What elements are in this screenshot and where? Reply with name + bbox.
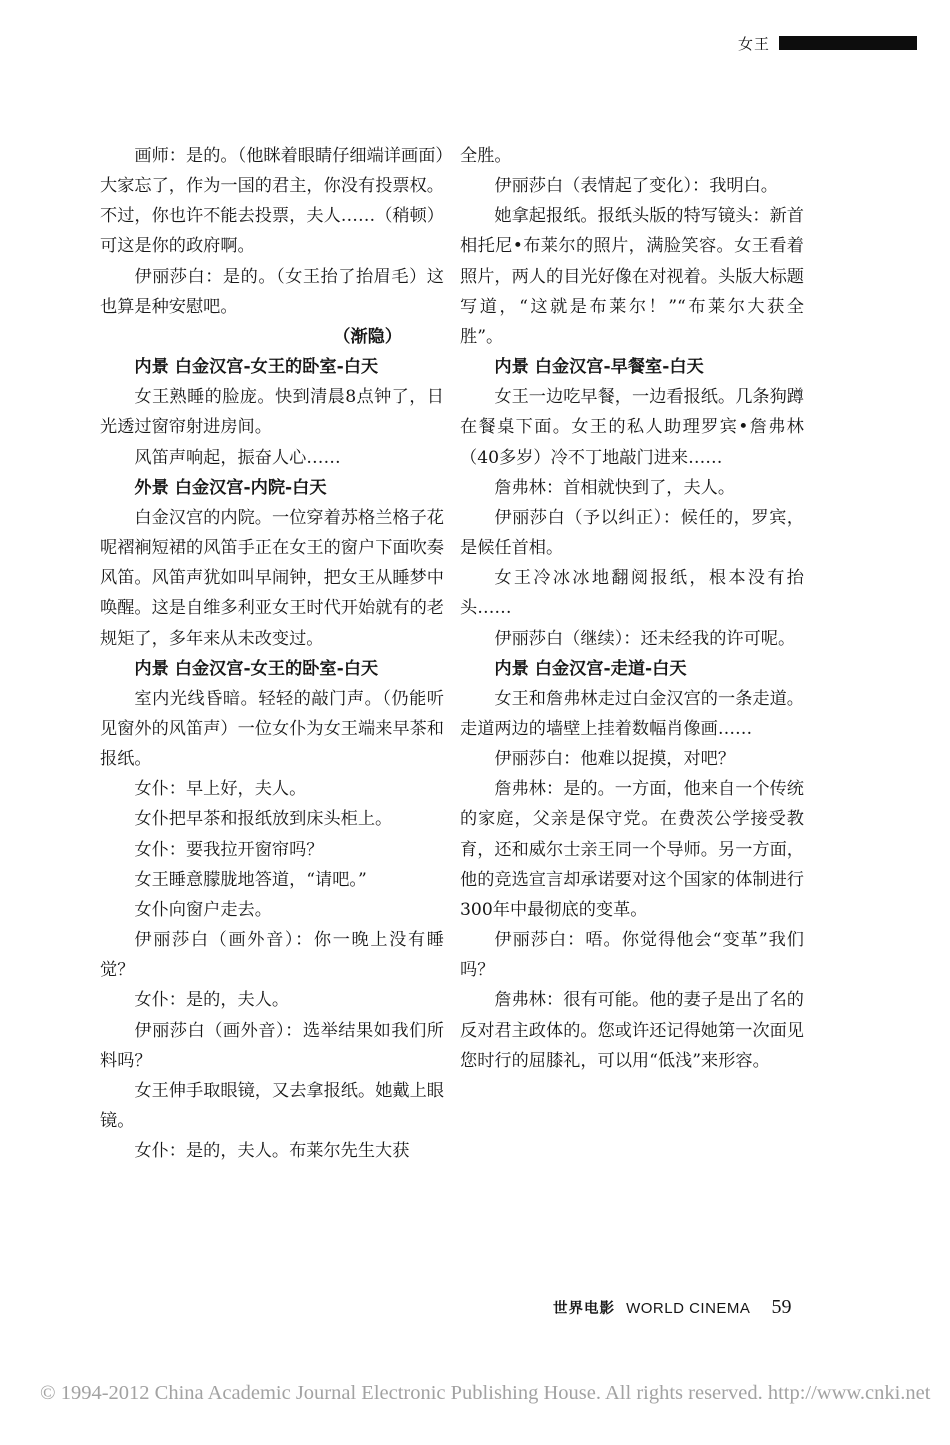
paragraph: 詹弗林：首相就快到了，夫人。 bbox=[494, 477, 736, 498]
paragraph: 女王睡意朦胧地答道，“请吧。” bbox=[134, 869, 367, 890]
scene-heading: 内景 白金汉宫-女王的卧室-白天 bbox=[134, 658, 379, 679]
paragraph: 伊丽莎白：是的。（女王抬了抬眉毛）这也算是种安慰吧。 bbox=[100, 266, 444, 317]
paragraph: 伊丽莎白：他难以捉摸，对吧？ bbox=[494, 749, 736, 770]
paragraph: 詹弗林：是的。一方面，他来自一个传统的家庭，父亲是保守党。在费茨公学接受教育，还和威尔士亲王同一个导师。另一方面，他的竞选宣言却承诺要对这个国家的体制进行300年中最彻底的变革。 bbox=[460, 779, 804, 920]
journal-title-cn: 世界电影 bbox=[553, 1301, 615, 1317]
paragraph: 女仆：是的，夫人。布莱尔先生大获 bbox=[134, 1141, 410, 1162]
paragraph: 詹弗林：很有可能。他的妻子是出了名的反对君主政体的。您或许还记得她第一次面见您时行的屈膝礼，可以用“低浅”来形容。 bbox=[460, 990, 804, 1071]
paragraph: 女仆：要我拉开窗帘吗？ bbox=[134, 839, 324, 860]
paragraph: 女王熟睡的脸庞。快到清晨8点钟了，日光透过窗帘射进房间。 bbox=[100, 387, 444, 438]
paragraph: 她拿起报纸。报纸头版的特写镜头：新首相托尼•布莱尔的照片，满脸笑容。女王看着照片，两人的目光好像在对视着。头版大标题写道，“这就是布莱尔！”“布莱尔大获全胜”。 bbox=[460, 206, 804, 347]
paragraph: 女仆把早茶和报纸放到床头柜上。 bbox=[134, 809, 393, 830]
paragraph: 伊丽莎白（表情起了变化）：我明白。 bbox=[494, 176, 778, 197]
scene-heading: 内景 白金汉宫-女王的卧室-白天 bbox=[134, 357, 379, 378]
paragraph: 伊丽莎白（予以纠正）：候任的，罗宾，是候任首相。 bbox=[460, 507, 804, 559]
paragraph: 伊丽莎白（画外音）：选举结果如我们所料吗？ bbox=[100, 1020, 444, 1071]
paragraph: 画师：是的。（他眯着眼睛仔细端详画面）大家忘了，作为一国的君主，你没有投票权。不过，你也许不能去投票，夫人……（稍顿）可这是你的政府啊。 bbox=[100, 146, 444, 257]
journal-title-en: WORLD CINEMA bbox=[626, 1300, 751, 1317]
left-column bbox=[100, 141, 444, 1166]
paragraph: 伊丽莎白（继续）：还未经我的许可呢。 bbox=[494, 628, 796, 649]
header-bar bbox=[779, 36, 917, 50]
paragraph: 女王和詹弗林走过白金汉宫的一条走道。走道两边的墙壁上挂着数幅肖像画…… bbox=[460, 688, 804, 739]
page-footer bbox=[553, 1296, 792, 1319]
paragraph: 女王冷冰冰地翻阅报纸，根本没有抬头…… bbox=[460, 568, 804, 619]
copyright-notice: © 1994-2012 China Academic Journal Electronic Publishing House. All rights reserved. http://www.cnki.net bbox=[40, 1382, 931, 1404]
scene-heading: 内景 白金汉宫-走道-白天 bbox=[494, 658, 687, 679]
paragraph: 女仆：是的，夫人。 bbox=[134, 990, 290, 1011]
page-number: 59 bbox=[771, 1296, 792, 1318]
right-column bbox=[460, 141, 804, 1076]
scene-heading: 外景 白金汉宫-内院-白天 bbox=[134, 477, 327, 498]
paragraph: 女仆：早上好，夫人。 bbox=[134, 779, 307, 800]
scene-heading: 内景 白金汉宫-早餐室-白天 bbox=[494, 357, 704, 378]
paragraph-continuation: 全胜。 bbox=[460, 146, 512, 166]
stage-direction: （渐隐） bbox=[333, 326, 402, 347]
paragraph: 伊丽莎白：唔。你觉得他会“变革”我们吗？ bbox=[460, 930, 804, 981]
section-label: 女王 bbox=[738, 35, 771, 53]
paragraph: 风笛声响起，振奋人心…… bbox=[134, 447, 341, 468]
paragraph: 伊丽莎白（画外音）：你一晚上没有睡觉？ bbox=[100, 930, 444, 981]
paragraph: 室内光线昏暗。轻轻的敲门声。（仍能听见窗外的风笛声）一位女仆为女王端来早茶和报纸。 bbox=[100, 688, 444, 770]
paragraph: 女仆向窗户走去。 bbox=[134, 899, 272, 920]
paragraph: 女王伸手取眼镜，又去拿报纸。她戴上眼镜。 bbox=[100, 1080, 444, 1131]
paragraph: 女王一边吃早餐，一边看报纸。几条狗蹲在餐桌下面。女王的私人助理罗宾•詹弗林（40多岁）冷不丁地敲门进来…… bbox=[460, 387, 804, 468]
paragraph: 白金汉宫的内院。一位穿着苏格兰格子花呢褶裥短裙的风笛手正在女王的窗户下面吹奏风笛。风笛声犹如叫早闹钟，把女王从睡梦中唤醒。这是自维多利亚女王时代开始就有的老规矩了，多年来从未改变过。 bbox=[100, 507, 444, 649]
